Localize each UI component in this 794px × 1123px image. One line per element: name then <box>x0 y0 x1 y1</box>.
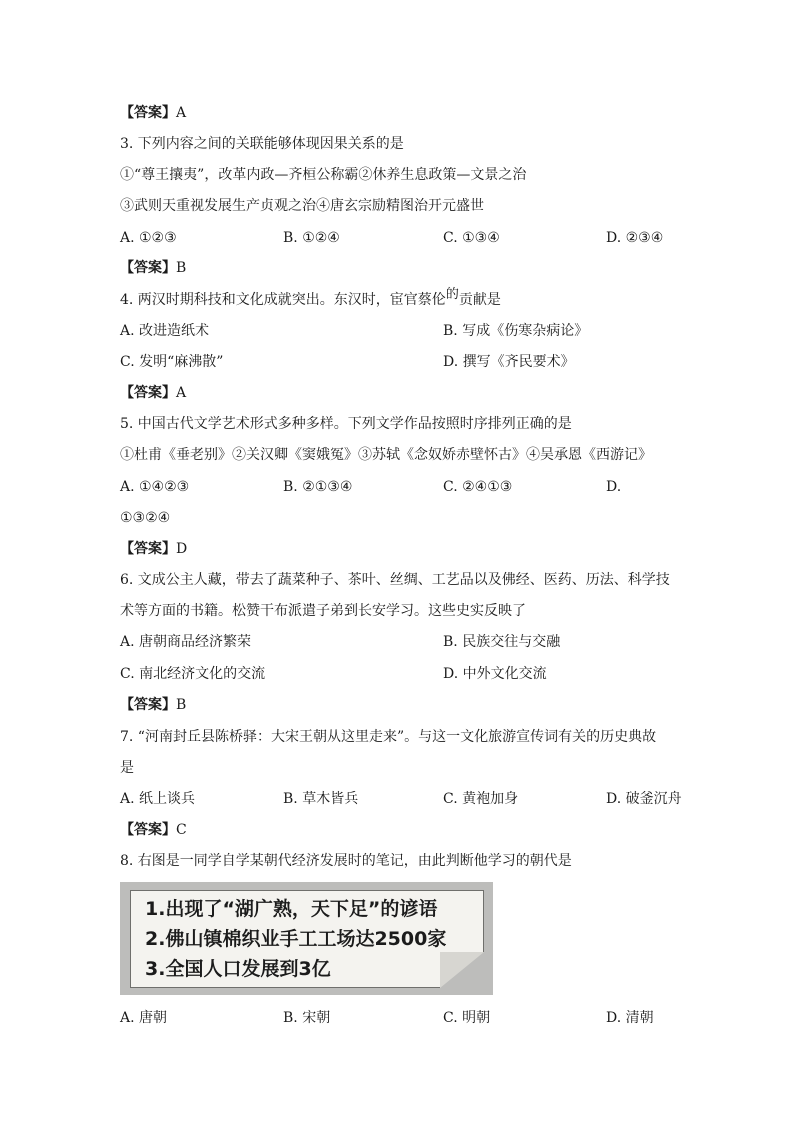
question-3-option-d: D. ②③④ <box>606 230 664 246</box>
note-paper <box>130 890 484 988</box>
answer-label: 【答案】 <box>120 541 176 557</box>
question-4-stem-part-a: 4. 两汉时期科技和文化成就突出。东汉时，宦官蔡伦 <box>120 292 446 308</box>
answer-label: 【答案】 <box>120 822 176 838</box>
answer-label: 【答案】 <box>120 260 176 276</box>
question-4-stem <box>120 287 501 311</box>
question-7-stem-line-1: 7. “河南封丘县陈桥驿：大宋王朝从这里走来”。与这一文化旅游宣传词有关的历史典故 <box>120 729 657 745</box>
question-6-option-c: C. 南北经济文化的交流 <box>120 666 266 682</box>
question-3-stem: 3. 下列内容之间的关联能够体现因果关系的是 <box>120 136 404 152</box>
question-3-option-b: B. ①②④ <box>283 230 340 246</box>
question-3-item-line-1: ①“尊王攘夷”，改革内政—齐桓公称霸②休养生息政策—文景之治 <box>120 167 527 183</box>
answer-label: 【答案】 <box>120 105 176 121</box>
note-line-2: 2.佛山镇棉织业手工工场达2500家 <box>145 928 447 950</box>
answer-q3 <box>120 258 186 278</box>
question-7-option-b: B. 草木皆兵 <box>283 791 359 807</box>
answer-value: B <box>176 697 187 713</box>
question-8-option-d: D. 清朝 <box>606 1010 654 1026</box>
question-5-option-b: B. ②①③④ <box>283 479 353 495</box>
question-7-option-d: D. 破釜沉舟 <box>606 791 682 807</box>
question-8-stem: 8. 右图是一同学自学某朝代经济发展时的笔记，由此判断他学习的朝代是 <box>120 853 572 869</box>
answer-label: 【答案】 <box>120 697 176 713</box>
question-3-option-c: C. ①③④ <box>443 230 500 246</box>
answer-value: C <box>176 822 187 838</box>
question-6-stem-line-2: 术等方面的书籍。松赞干布派遣子弟到长安学习。这些史实反映了 <box>120 603 526 619</box>
question-7-option-a: A. 纸上谈兵 <box>120 791 196 807</box>
question-4-stem-part-b: 贡献是 <box>458 292 501 308</box>
page-curl <box>440 952 484 988</box>
answer-q7 <box>120 820 187 840</box>
question-6-option-a: A. 唐朝商品经济繁荣 <box>120 634 252 650</box>
question-5-item-line: ①杜甫《垂老别》②关汉卿《窦娥冤》③苏轼《念奴娇赤壁怀古》④吴承恩《西游记》 <box>120 447 652 463</box>
question-3-item-line-2: ③武则天重视发展生产贞观之治④唐玄宗励精图治开元盛世 <box>120 198 484 214</box>
answer-value: A <box>176 385 187 401</box>
question-6-option-d: D. 中外文化交流 <box>443 666 547 682</box>
question-3-option-a: A. ①②③ <box>120 230 177 246</box>
answer-label: 【答案】 <box>120 385 176 401</box>
note-line-3: 3.全国人口发展到3亿 <box>145 958 331 980</box>
question-8-option-a: A. 唐朝 <box>120 1010 168 1026</box>
question-5-option-d-continued: ①③②④ <box>120 510 171 526</box>
question-5-option-c: C. ②④①③ <box>443 479 513 495</box>
answer-q5 <box>120 539 187 559</box>
answer-value: B <box>176 260 187 276</box>
question-5-option-a: A. ①④②③ <box>120 479 190 495</box>
question-5-option-d: D. <box>606 479 622 495</box>
note-line-1: 1.出现了“湖广熟，天下足”的谚语 <box>145 898 438 920</box>
question-8-option-c: C. 明朝 <box>443 1010 491 1026</box>
question-4-option-d: D. 撰写《齐民要术》 <box>443 354 575 370</box>
study-note-image <box>120 882 493 995</box>
question-4-stem-superscript: 的 <box>445 287 459 302</box>
question-6-stem-line-1: 6. 文成公主人藏，带去了蔬菜种子、茶叶、丝绸、工艺品以及佛经、医药、历法、科学技 <box>120 572 670 588</box>
question-5-stem: 5. 中国古代文学艺术形式多种多样。下列文学作品按照时序排列正确的是 <box>120 416 572 432</box>
question-4-option-c: C. 发明“麻沸散” <box>120 354 224 370</box>
answer-q6 <box>120 695 186 715</box>
question-8-option-b: B. 宋朝 <box>283 1010 331 1026</box>
answer-q4 <box>120 383 186 403</box>
answer-value: D <box>176 541 188 557</box>
question-4-option-b: B. 写成《伤寒杂病论》 <box>443 323 589 339</box>
question-7-option-c: C. 黄袍加身 <box>443 791 519 807</box>
question-6-option-b: B. 民族交往与交融 <box>443 634 561 650</box>
answer-value: A <box>176 105 187 121</box>
question-7-stem-line-2: 是 <box>120 760 134 776</box>
question-4-option-a: A. 改进造纸术 <box>120 323 210 339</box>
answer-q2 <box>120 103 186 123</box>
